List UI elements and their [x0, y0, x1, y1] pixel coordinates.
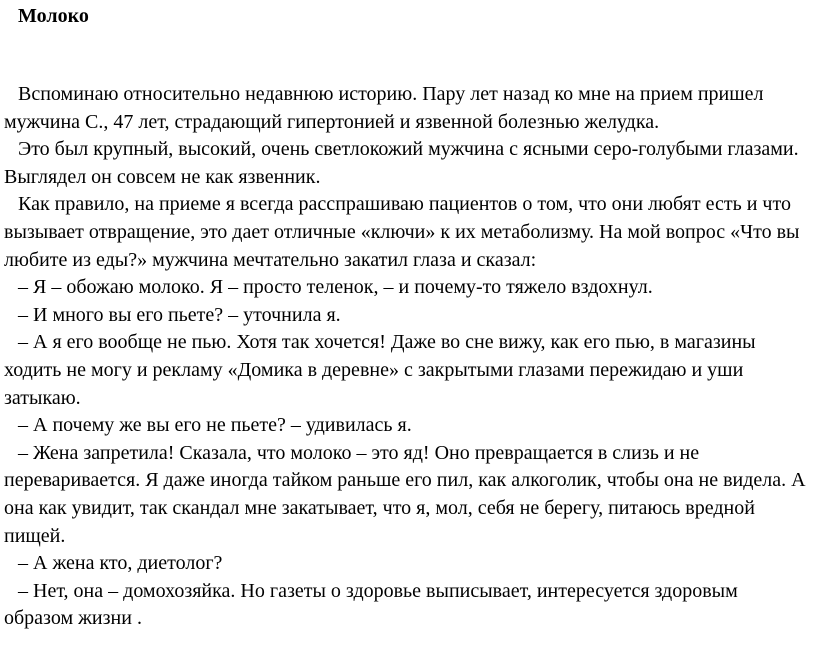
document-body: [4, 81, 809, 633]
dialogue-line: – А почему же вы его не пьете? – удивилась я.: [18, 414, 412, 437]
dialogue-line: – И много вы его пьете? – уточнила я.: [18, 303, 341, 326]
dialogue-line: – А жена кто, диетолог?: [18, 552, 223, 575]
paragraph: Вспоминаю относительно недавнюю историю. Пару лет назад ко мне на прием пришел мужчина С., 47 лет, страдающий гипертонией и язвенной болезнью желудка.: [4, 83, 764, 133]
dialogue-line: – Я – обожаю молоко. Я – просто теленок, – и почему-то тяжело вздохнул.: [18, 276, 653, 299]
dialogue-line: – А я его вообще не пью. Хотя так хочется! Даже во сне вижу, как его пью, в магазины ходить не могу и рекламу «Домика в деревне» с закрытыми глазами пережидаю и уши затыкаю.: [4, 331, 756, 409]
paragraph: Это был крупный, высокий, очень светлокожий мужчина с ясными серо-голубыми глазами. Выглядел он совсем не как язвенник.: [4, 138, 799, 188]
document-title: Молоко: [18, 5, 89, 27]
dialogue-line: – Нет, она – домохозяйка. Но газеты о здоровье выписывает, интересуется здоровым образом жизни .: [4, 579, 738, 630]
dialogue-line: – Жена запретила! Сказала, что молоко – это яд! Оно превращается в слизь и не переваривается. Я даже иногда тайком раньше его пил, как алкоголик, чтобы она не видела. А она как увидит, так скандал мне закатывает, что я, мол, себя не берегу, питаюсь вредной пищей.: [4, 441, 806, 547]
paragraph: Как правило, на приеме я всегда расспрашиваю пациентов о том, что они любят есть и что вызывает отвращение, это дает отличные «ключи» к их метаболизму. На мой вопрос «Что вы любите из еды?» мужчина мечтательно закатил глаза и сказал:: [4, 193, 800, 271]
